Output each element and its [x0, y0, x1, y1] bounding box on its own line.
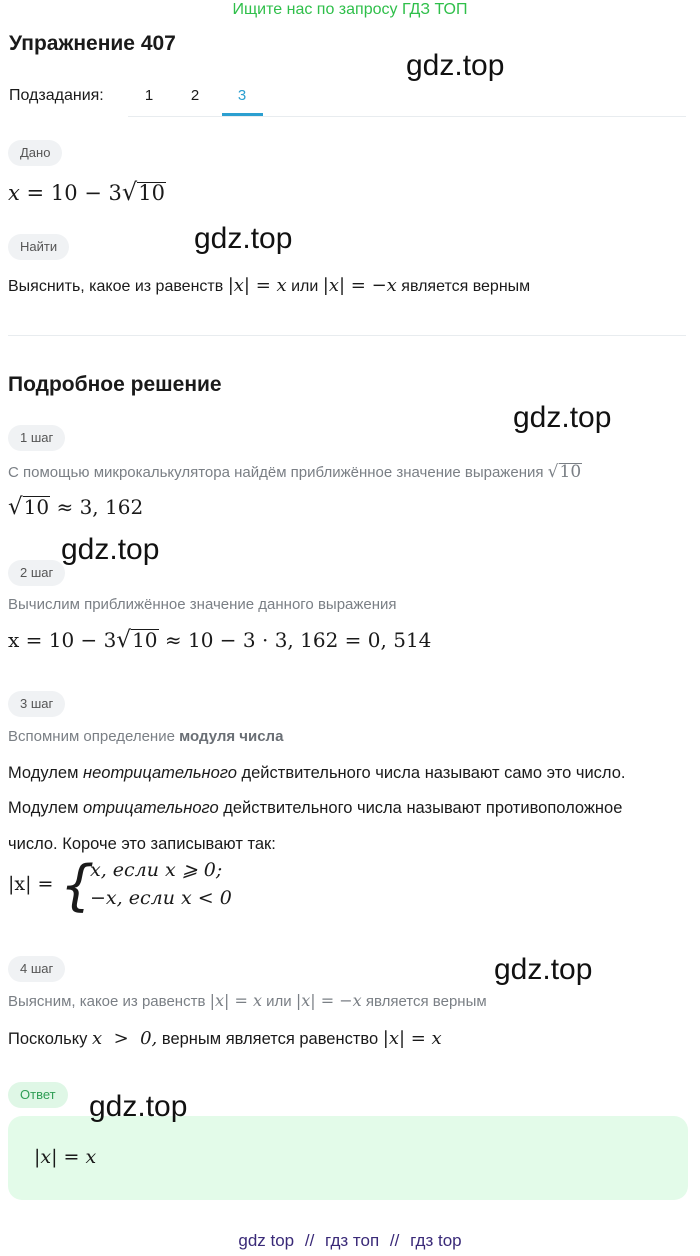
find-or: или [291, 278, 319, 295]
case-2: −x, если x < 0 [90, 887, 232, 909]
watermark: gdz.top [494, 953, 593, 986]
step4-desc-or: или [266, 993, 292, 1010]
tab-subtask-1[interactable]: 1 [144, 87, 154, 104]
step2-pill: 2 шаг [8, 560, 65, 586]
step4-line-before: Поскольку [8, 1030, 88, 1048]
given-k: 3 [108, 181, 122, 205]
step3-desc [8, 728, 283, 745]
step4-pill: 4 шаг [8, 956, 65, 982]
step4-desc-eq2: |x| = −x [295, 991, 362, 1010]
watermark: gdz.top [61, 533, 160, 566]
step3-p1-a: Модулем [8, 764, 79, 782]
step4-desc [8, 991, 487, 1010]
brace-icon: { [60, 854, 95, 917]
cases-lhs: |x| = [8, 873, 54, 895]
step1-formula [8, 494, 143, 520]
subtasks-label: Подзадания: [9, 87, 104, 104]
solution-title: Подробное решение [8, 373, 222, 396]
search-banner: Ищите нас по запросу ГДЗ ТОП [232, 1, 468, 18]
answer-formula: |x| = x [34, 1146, 97, 1168]
watermark: gdz.top [406, 49, 505, 82]
watermark: gdz.top [513, 401, 612, 434]
find-eq1: |x| = x [227, 275, 287, 296]
footer-links [0, 1231, 700, 1251]
section-divider [8, 335, 686, 336]
step3-cases [8, 854, 308, 927]
step2-formula-lhs: x = 10 − 3 [8, 628, 117, 652]
find-text [8, 275, 530, 296]
step3-p2-b: действительного числа называют противоположное [223, 799, 623, 817]
step2-formula [8, 627, 431, 653]
step1-radicand: 10 [23, 495, 50, 519]
step3-p2-a: Модулем [8, 799, 79, 817]
watermark: gdz.top [89, 1090, 188, 1123]
step3-p1-b: действительного числа называют само это число. [241, 764, 626, 782]
footer-link-gdz-top[interactable]: gdz top [238, 1231, 295, 1250]
find-text-after: является верным [401, 278, 531, 295]
step4-line [8, 1028, 442, 1049]
footer-link-gdz-top-mixed[interactable]: гдз top [410, 1231, 462, 1250]
find-eq2: |x| = −x [322, 275, 397, 296]
find-pill: Найти [8, 234, 69, 260]
answer-box [8, 1116, 688, 1200]
step2-formula-rest: ≈ 10 − 3 · 3, 162 = 0, 514 [164, 628, 432, 652]
given-var: x [8, 181, 20, 205]
step3-paragraph-2 [8, 799, 622, 818]
given-eq: = [26, 181, 45, 205]
step1-pill: 1 шаг [8, 425, 65, 451]
step2-radicand: 10 [132, 628, 158, 652]
sqrt-sign: √ [547, 462, 559, 482]
sqrt-sign: √ [121, 178, 138, 206]
step3-paragraph-1 [8, 764, 626, 783]
step3-paragraph-3: число. Короче это записывают так: [8, 835, 276, 853]
step3-desc-before: Вспомним определение [8, 728, 175, 745]
page-title: Упражнение 407 [9, 32, 176, 55]
step1-desc-text: С помощью микрокалькулятора найдём приближённое значение выражения [8, 464, 544, 481]
step3-p2-italic: отрицательного [83, 799, 219, 817]
given-a: 10 [50, 181, 78, 205]
step4-desc-eq1: |x| = x [209, 991, 262, 1010]
case-1: x, если x ⩾ 0; [90, 859, 223, 881]
active-tab-indicator [222, 113, 263, 116]
step3-desc-bold: модуля числа [179, 728, 284, 745]
tab-subtask-2[interactable]: 2 [190, 87, 200, 104]
step2-desc: Вычислим приближённое значение данного выражения [8, 596, 397, 613]
step1-formula-rest: ≈ 3, 162 [56, 495, 144, 519]
step1-desc-radicand: 10 [559, 462, 582, 482]
step1-desc [8, 462, 582, 482]
answer-pill: Ответ [8, 1082, 68, 1108]
step4-line-mid: верным является равенство [161, 1030, 379, 1048]
sqrt-sign: √ [8, 494, 23, 520]
step4-line-eq: |x| = x [382, 1028, 442, 1049]
step3-p1-italic: неотрицательного [83, 764, 237, 782]
step4-desc-after: является верным [365, 993, 487, 1010]
find-text-before: Выяснить, какое из равенств [8, 278, 224, 295]
footer-link-gdz-top-ru[interactable]: гдз топ [325, 1231, 380, 1250]
step3-pill: 3 шаг [8, 691, 65, 717]
given-formula [8, 178, 166, 206]
step4-line-math: x > 0, [91, 1028, 158, 1049]
given-radicand: 10 [138, 181, 165, 205]
given-minus: − [84, 181, 102, 205]
watermark: gdz.top [194, 222, 293, 255]
step4-desc-before: Выясним, какое из равенств [8, 993, 206, 1010]
footer-separator: // [304, 1231, 315, 1250]
given-pill: Дано [8, 140, 62, 166]
sqrt-sign: √ [116, 627, 132, 653]
tab-subtask-3[interactable]: 3 [237, 87, 247, 104]
footer-separator: // [389, 1231, 400, 1250]
